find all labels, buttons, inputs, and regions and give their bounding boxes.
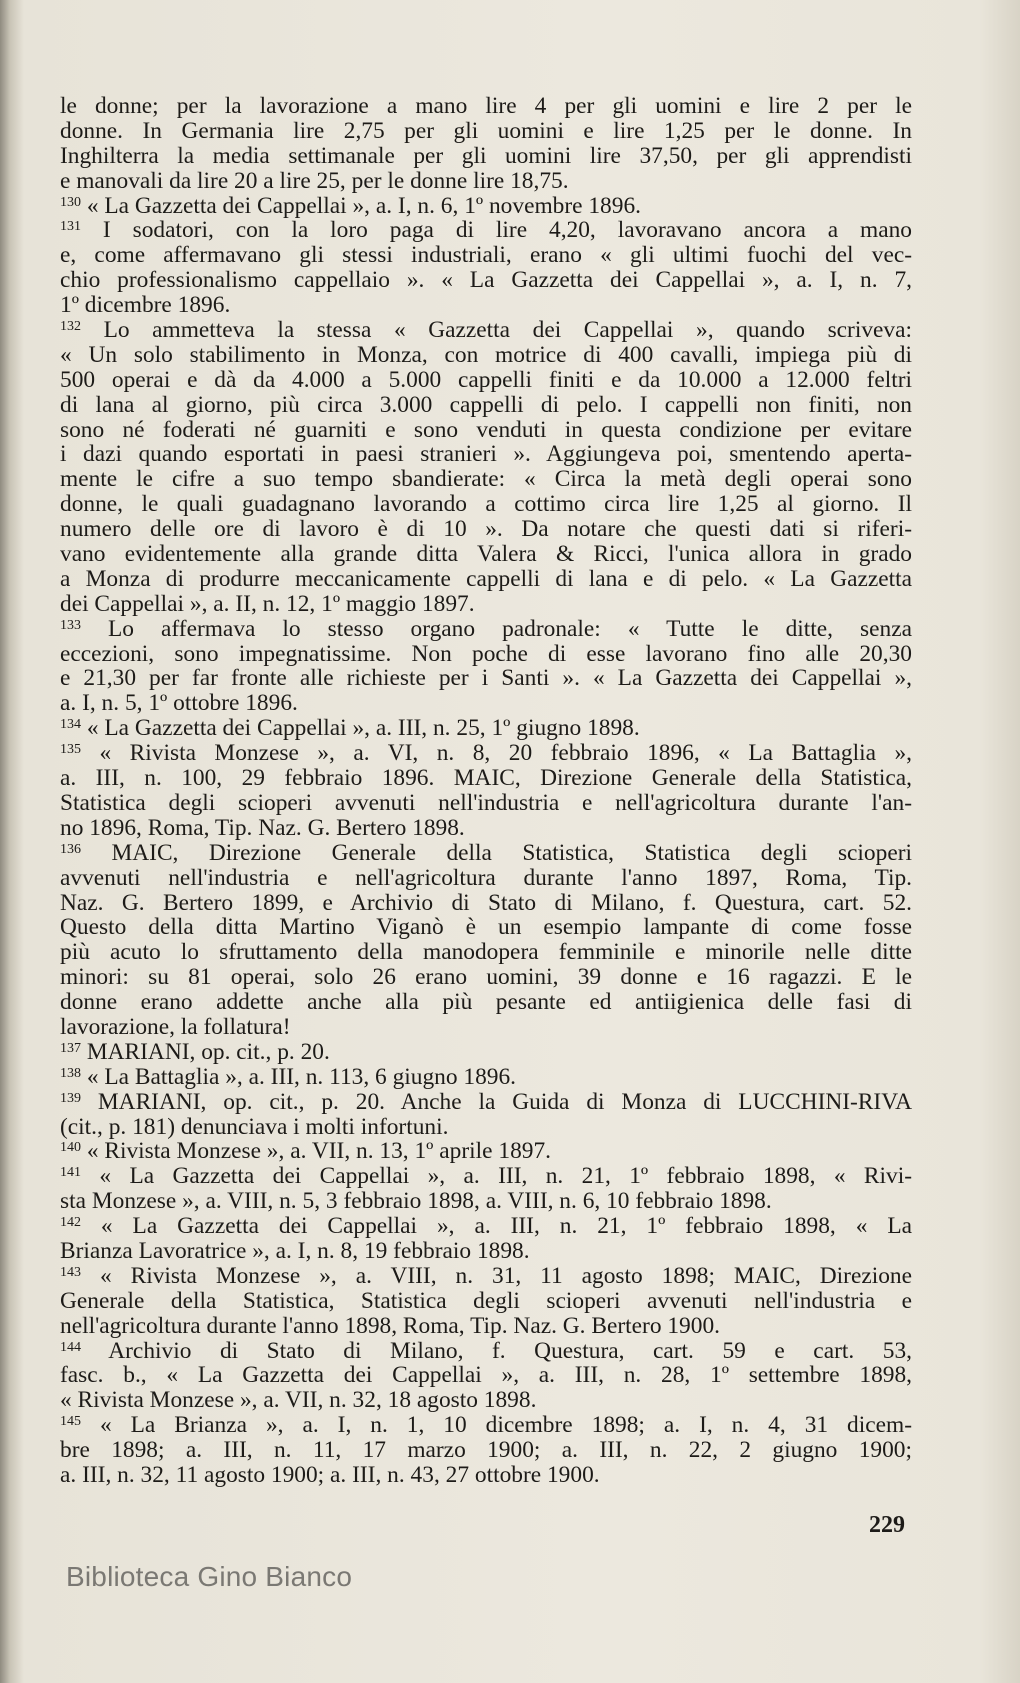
line-text: avvenuti nell'industria e nell'agricoltura durante l'anno 1897, Roma, Tip. <box>60 864 912 891</box>
line-text: no 1896, Roma, Tip. Naz. G. Bertero 1898. <box>60 814 465 841</box>
text-line <box>60 940 912 965</box>
footnote-start-line <box>60 1090 912 1115</box>
text-line <box>60 567 912 592</box>
line-text: Lo ammetteva la stessa « Gazzetta dei Cappellai », quando scriveva: <box>81 317 912 344</box>
line-text: « La Battaglia », a. III, n. 113, 6 giugno 1896. <box>81 1063 517 1090</box>
footnote-number: 134 <box>60 717 81 733</box>
text-line <box>60 965 912 990</box>
line-text: a. III, n. 32, 11 agosto 1900; a. III, n. 43, 27 ottobre 1900. <box>60 1461 600 1488</box>
line-text: a Monza di produrre meccanicamente cappelli di lana e di pelo. « La Gazzetta <box>60 565 912 592</box>
text-line <box>60 169 912 194</box>
line-text: MARIANI, op. cit., p. 20. <box>81 1038 330 1065</box>
footnote-number: 143 <box>60 1264 81 1280</box>
line-text: Archivio di Stato di Milano, f. Questura, cart. 59 e cart. 53, <box>81 1337 912 1364</box>
footnote-number: 136 <box>60 841 81 857</box>
line-text: e, come affermavano gli stessi industriali, erano « gli ultimi fuochi del vec- <box>60 242 912 269</box>
text-line <box>60 990 912 1015</box>
text-line <box>60 1363 912 1388</box>
line-text: Statistica degli scioperi avvenuti nell'industria e nell'agricoltura durante l'an- <box>60 789 912 816</box>
line-text: vano evidentemente alla grande ditta Valera & Ricci, l'unica allora in grado <box>60 541 912 568</box>
footnote-number: 145 <box>60 1414 81 1430</box>
line-text: Questo della ditta Martino Viganò è un esempio lampante di come fosse <box>60 914 912 941</box>
line-text: (cit., p. 181) denunciava i molti infortuni. <box>60 1113 449 1140</box>
text-line <box>60 1189 912 1214</box>
text-line <box>60 866 912 891</box>
text-line <box>60 542 912 567</box>
text-line <box>60 1314 912 1339</box>
line-text: Generale della Statistica, Statistica degli scioperi avvenuti nell'industria e <box>60 1287 912 1314</box>
footnote-number: 133 <box>60 617 81 633</box>
text-line <box>60 592 912 617</box>
line-text: « Rivista Monzese », a. VIII, n. 31, 11 agosto 1898; MAIC, Direzione <box>81 1262 912 1289</box>
footnote-number: 139 <box>60 1090 81 1106</box>
line-text: MAIC, Direzione Generale della Statistica, Statistica degli scioperi <box>81 839 912 866</box>
text-line <box>60 293 912 318</box>
line-text: e manovali da lire 20 a lire 25, per le donne lire 18,75. <box>60 167 569 194</box>
line-text: I sodatori, con la loro paga di lire 4,20, lavoravano ancora a mano <box>81 217 912 244</box>
line-text: eccezioni, sono impegnatissime. Non poche di esse lavorano fino alle 20,30 <box>60 640 912 667</box>
text-line <box>60 492 912 517</box>
line-text: lavorazione, la follatura! <box>60 1013 291 1040</box>
footnote-start-line <box>60 1040 912 1065</box>
footnote-number: 130 <box>60 194 81 210</box>
footnotes-text <box>60 94 912 1488</box>
line-text: dei Cappellai », a. II, n. 12, 1º maggio 1897. <box>60 590 475 617</box>
text-line <box>60 1438 912 1463</box>
footnote-start-line <box>60 1139 912 1164</box>
line-text: « La Gazzetta dei Cappellai », a. III, n. 21, 1º febbraio 1898, « Rivi- <box>81 1163 912 1190</box>
text-line <box>60 791 912 816</box>
text-line <box>60 642 912 667</box>
line-text: 1º dicembre 1896. <box>60 292 231 319</box>
line-text: « La Brianza », a. I, n. 1, 10 dicembre 1898; a. I, n. 4, 31 dicem- <box>81 1412 912 1439</box>
line-text: sta Monzese », a. VIII, n. 5, 3 febbraio 1898, a. VIII, n. 6, 10 febbraio 1898. <box>60 1188 772 1215</box>
text-line <box>60 1239 912 1264</box>
line-text: donne erano addette anche alla più pesante ed antiigienica delle fasi di <box>60 989 912 1016</box>
text-line <box>60 268 912 293</box>
footnote-start-line <box>60 194 912 219</box>
footnote-start-line <box>60 1264 912 1289</box>
footnote-number: 144 <box>60 1339 81 1355</box>
text-line <box>60 1289 912 1314</box>
text-line <box>60 144 912 169</box>
text-line <box>60 915 912 940</box>
footnote-number: 138 <box>60 1065 81 1081</box>
footnote-start-line <box>60 716 912 741</box>
footnote-number: 141 <box>60 1165 81 1181</box>
line-text: i dazi quando esportati in paesi stranieri ». Aggiungeva poi, smentendo aperta- <box>60 441 912 468</box>
line-text: Brianza Lavoratrice », a. I, n. 8, 19 febbraio 1898. <box>60 1237 530 1264</box>
line-text: minori: su 81 operai, solo 26 erano uomini, 39 donne e 16 ragazzi. E le <box>60 964 912 991</box>
text-line <box>60 1015 912 1040</box>
text-line <box>60 343 912 368</box>
footnote-number: 137 <box>60 1040 81 1056</box>
line-text: « Rivista Monzese », a. VII, n. 32, 18 agosto 1898. <box>60 1387 537 1414</box>
footnote-start-line <box>60 1339 912 1364</box>
text-line <box>60 691 912 716</box>
footnote-start-line <box>60 218 912 243</box>
line-text: 500 operai e dà da 4.000 a 5.000 cappelli finiti e da 10.000 a 12.000 feltri <box>60 366 912 393</box>
line-text: « La Gazzetta dei Cappellai », a. I, n. 6, 1º novembre 1896. <box>81 192 641 219</box>
line-text: sono né foderati né guarniti e sono venduti in questa condizione per evitare <box>60 416 912 443</box>
text-line <box>60 1388 912 1413</box>
footnote-number: 140 <box>60 1140 81 1156</box>
line-text: « Un solo stabilimento in Monza, con motrice di 400 cavalli, impiega più di <box>60 341 912 368</box>
line-text: « Rivista Monzese », a. VII, n. 13, 1º aprile 1897. <box>81 1138 552 1165</box>
line-text: « La Gazzetta dei Cappellai », a. III, n. 25, 1º giugno 1898. <box>81 715 640 742</box>
line-text: fasc. b., « La Gazzetta dei Cappellai », a. III, n. 28, 1º settembre 1898, <box>60 1362 912 1389</box>
text-line <box>60 368 912 393</box>
line-text: MARIANI, op. cit., p. 20. Anche la Guida di Monza di LUCCHINI-RIVA <box>81 1088 912 1115</box>
line-text: bre 1898; a. III, n. 11, 17 marzo 1900; a. III, n. 22, 2 giugno 1900; <box>60 1437 912 1464</box>
line-text: chio professionalismo cappellaio ». « La Gazzetta dei Cappellai », a. I, n. 7, <box>60 267 912 294</box>
text-line <box>60 442 912 467</box>
footnote-number: 131 <box>60 219 81 235</box>
text-line <box>60 393 912 418</box>
line-text: e 21,30 per far fronte alle richieste per i Santi ». « La Gazzetta dei Cappellai », <box>60 665 912 692</box>
line-text: a. III, n. 100, 29 febbraio 1896. MAIC, Direzione Generale della Statistica, <box>60 765 912 792</box>
footnote-start-line <box>60 1413 912 1438</box>
footnote-start-line <box>60 1065 912 1090</box>
footnote-number: 132 <box>60 319 81 335</box>
line-text: mente le cifre a suo tempo sbandierate: « Circa la metà degli operai sono <box>60 466 912 493</box>
footnote-start-line <box>60 1164 912 1189</box>
footnote-number: 135 <box>60 742 81 758</box>
footnote-start-line <box>60 1214 912 1239</box>
text-line <box>60 243 912 268</box>
text-line <box>60 418 912 443</box>
text-line <box>60 467 912 492</box>
line-text: Lo affermava lo stesso organo padronale: « Tutte le ditte, senza <box>81 615 912 642</box>
text-line <box>60 1115 912 1140</box>
text-line <box>60 1463 912 1488</box>
footnote-number: 142 <box>60 1215 81 1231</box>
footnote-start-line <box>60 841 912 866</box>
text-line <box>60 816 912 841</box>
text-line <box>60 119 912 144</box>
line-text: « La Gazzetta dei Cappellai », a. III, n. 21, 1º febbraio 1898, « La <box>81 1213 912 1240</box>
line-text: donne. In Germania lire 2,75 per gli uomini e lire 1,25 per le donne. In <box>60 117 912 144</box>
line-text: a. I, n. 5, 1º ottobre 1896. <box>60 690 298 717</box>
text-line <box>60 666 912 691</box>
footnote-start-line <box>60 617 912 642</box>
text-line <box>60 94 912 119</box>
line-text: di lana al giorno, più circa 3.000 cappelli di pelo. I cappelli non finiti, non <box>60 391 912 418</box>
line-text: le donne; per la lavorazione a mano lire 4 per gli uomini e lire 2 per le <box>60 93 912 119</box>
text-line <box>60 766 912 791</box>
line-text: numero delle ore di lavoro è di 10 ». Da notare che questi dati si riferi- <box>60 516 912 543</box>
text-line <box>60 517 912 542</box>
line-text: nell'agricoltura durante l'anno 1898, Roma, Tip. Naz. G. Bertero 1900. <box>60 1312 720 1339</box>
footnote-start-line <box>60 741 912 766</box>
text-line <box>60 891 912 916</box>
line-text: più acuto lo sfruttamento della manodopera femminile e minorile nelle ditte <box>60 939 912 966</box>
library-watermark: Biblioteca Gino Bianco <box>66 1561 353 1592</box>
line-text: Inghilterra la media settimanale per gli uomini lire 37,50, per gli apprendisti <box>60 142 912 169</box>
line-text: « Rivista Monzese », a. VI, n. 8, 20 febbraio 1896, « La Battaglia », <box>81 740 912 767</box>
footnote-start-line <box>60 318 912 343</box>
page-number: 229 <box>869 1512 905 1538</box>
line-text: donne, le quali guadagnano lavorando a cottimo circa lire 1,25 al giorno. Il <box>60 491 912 518</box>
line-text: Naz. G. Bertero 1899, e Archivio di Stato di Milano, f. Questura, cart. 52. <box>60 889 912 916</box>
